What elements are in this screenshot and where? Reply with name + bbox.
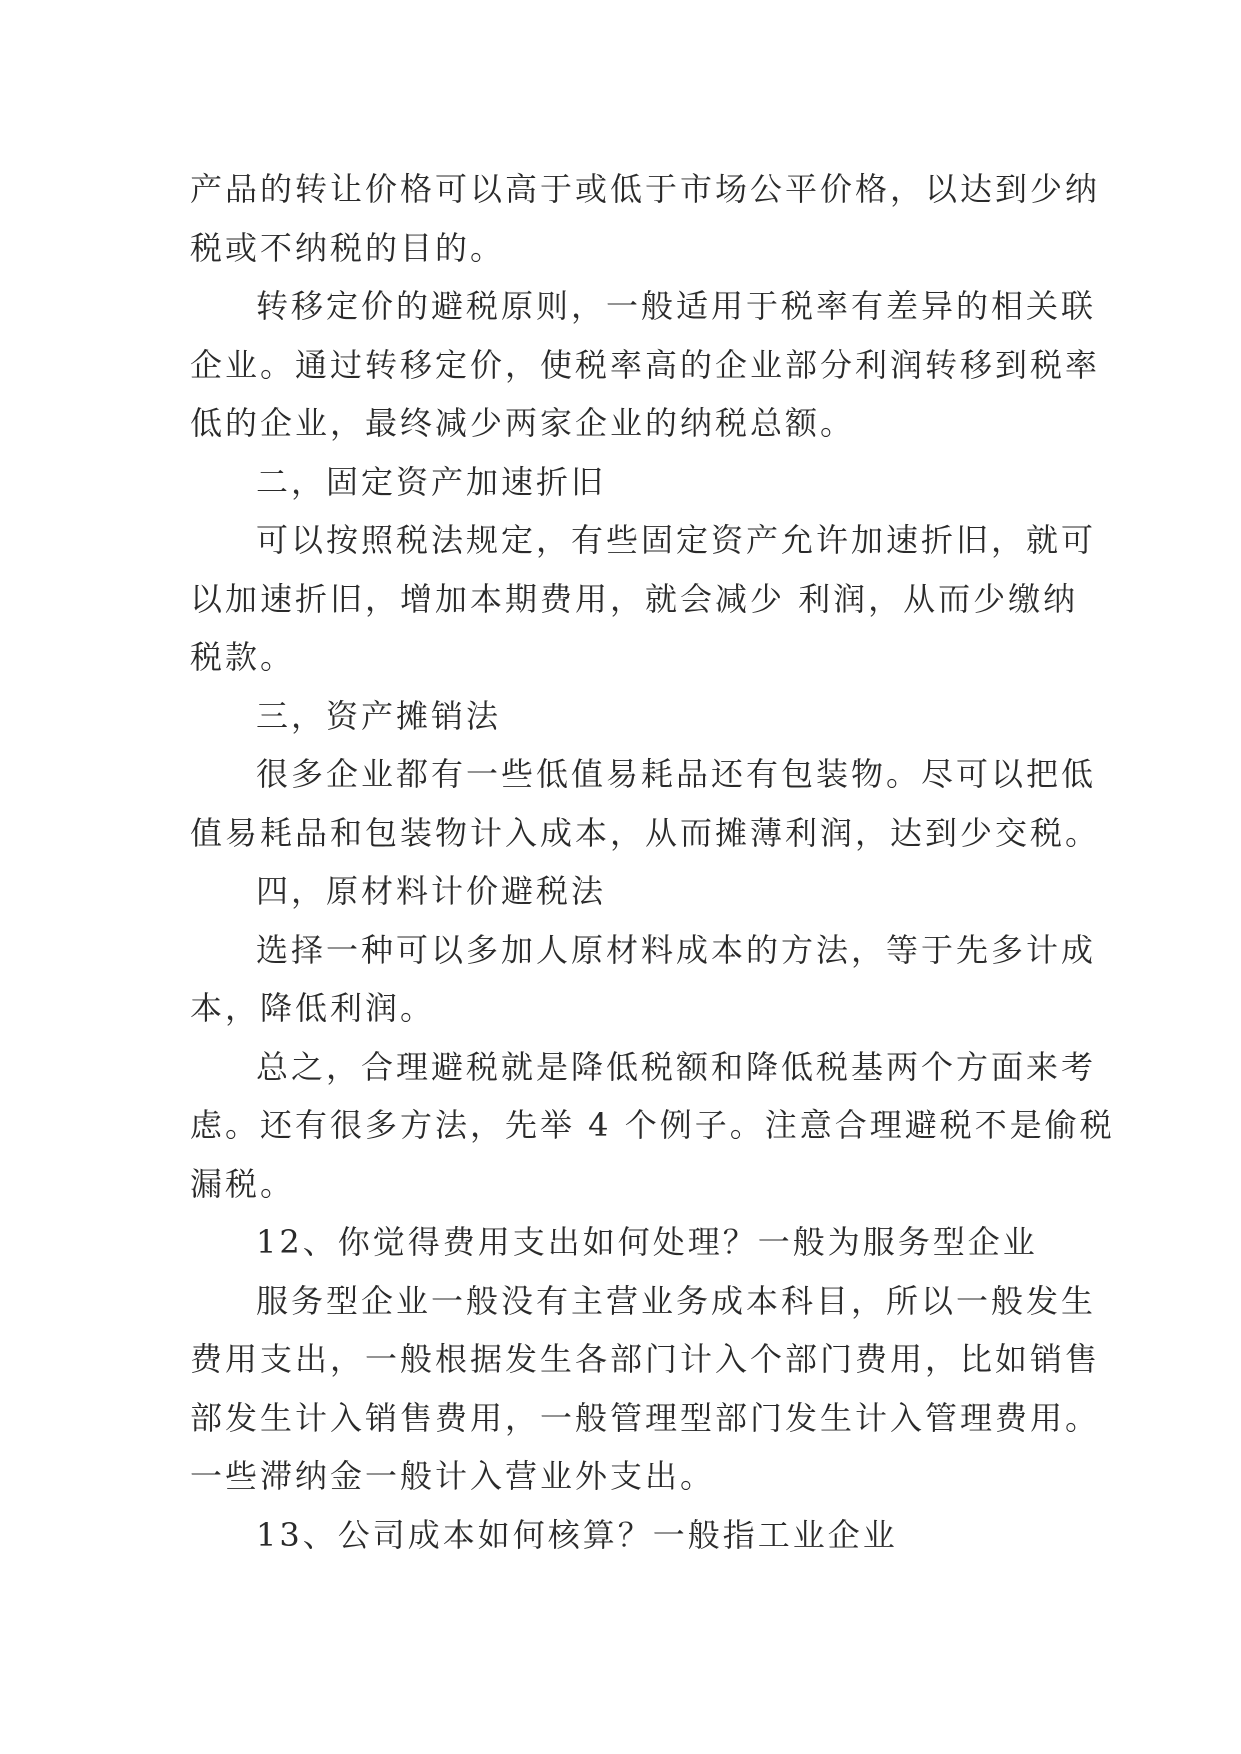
text-line: 总之，合理避税就是降低税额和降低税基两个方面来考	[256, 1047, 1097, 1086]
text-line: 选择一种可以多加人原材料成本的方法，等于先多计成	[256, 930, 1097, 969]
text-line: 企业。通过转移定价，使税率高的企业部分利润转移到税率	[190, 345, 1101, 384]
text-line: 值易耗品和包装物计入成本，从而摊薄利润，达到少交税。	[190, 813, 1101, 852]
text-line: 以加速折旧，增加本期费用，就会减少 利润，从而少缴纳	[190, 579, 1079, 618]
text-line: 转移定价的避税原则，一般适用于税率有差异的相关联	[256, 287, 1097, 325]
text-line: 漏税。	[190, 1164, 296, 1203]
text-line: 费用支出，一般根据发生各部门计入个部门费用，比如销售	[190, 1340, 1101, 1378]
text-line: 税或不纳税的目的。	[190, 228, 506, 267]
question-heading: 12、你觉得费用支出如何处理？一般为服务型企业	[256, 1223, 1038, 1261]
section-heading: 四，原材料计价避税法	[256, 872, 607, 910]
text-line: 部发生计入销售费用，一般管理型部门发生计入管理费用。	[190, 1398, 1101, 1437]
text-line: 服务型企业一般没有主营业务成本科目，所以一般发生	[256, 1281, 1097, 1320]
question-heading: 13、公司成本如何核算？一般指工业企业	[256, 1515, 898, 1554]
text-line: 产品的转让价格可以高于或低于市场公平价格，以达到少纳	[190, 170, 1101, 208]
section-heading: 三，资产摊销法	[256, 696, 502, 735]
text-line: 虑。还有很多方法，先举 4 个例子。注意合理避税不是偷税	[190, 1106, 1115, 1144]
text-line: 很多企业都有一些低值易耗品还有包装物。尽可以把低	[256, 755, 1097, 793]
text-line: 税款。	[190, 638, 296, 676]
text-line: 一些滞纳金一般计入营业外支出。	[190, 1457, 716, 1495]
section-heading: 二，固定资产加速折旧	[256, 462, 607, 501]
text-line: 本，降低利润。	[190, 989, 436, 1027]
text-line: 低的企业，最终减少两家企业的纳税总额。	[190, 404, 856, 442]
text-line: 可以按照税法规定，有些固定资产允许加速折旧，就可	[256, 521, 1097, 559]
document-body	[190, 160, 1115, 1564]
